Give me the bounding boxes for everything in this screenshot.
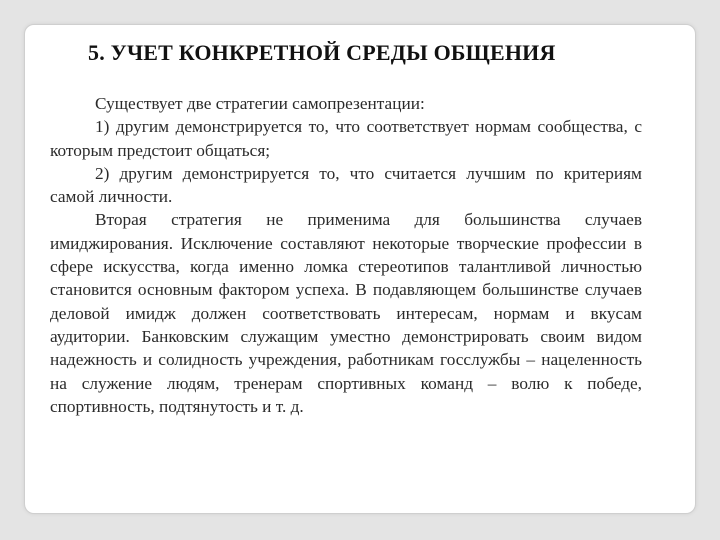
- paragraph-explanation: Вторая стратегия не применима для большинства случаев имиджирования. Исключение составляют некоторые творческие профессии в сфере искусства, когда именно ломка стереотипов талантливой личностью становится основным фактором успеха. В подавляющем большинстве случаев деловой имидж должен соответствовать интересам, нормам и вкусам аудитории. Банковским служащим уместно демонстрировать своим видом надежность и солидность учреждения, работникам госслужбы – нацеленность на служение людям, тренерам спортивных команд – волю к победе, спортивность, подтянутость и т. д.: [50, 210, 642, 416]
- paragraph-strategy-two: 2) другим демонстрируется то, что считается лучшим по критериям самой личности.: [50, 163, 642, 207]
- slide-title: 5. УЧЕТ КОНКРЕТНОЙ СРЕДЫ ОБЩЕНИЯ: [88, 40, 556, 65]
- paragraph-strategy-one: 1) другим демонстрируется то, что соответствует нормам сообщества, с которым предстоит общаться;: [50, 117, 642, 160]
- paragraph-intro: Существует две стратегии самопрезентации:: [95, 94, 425, 113]
- slide-body: [50, 92, 642, 418]
